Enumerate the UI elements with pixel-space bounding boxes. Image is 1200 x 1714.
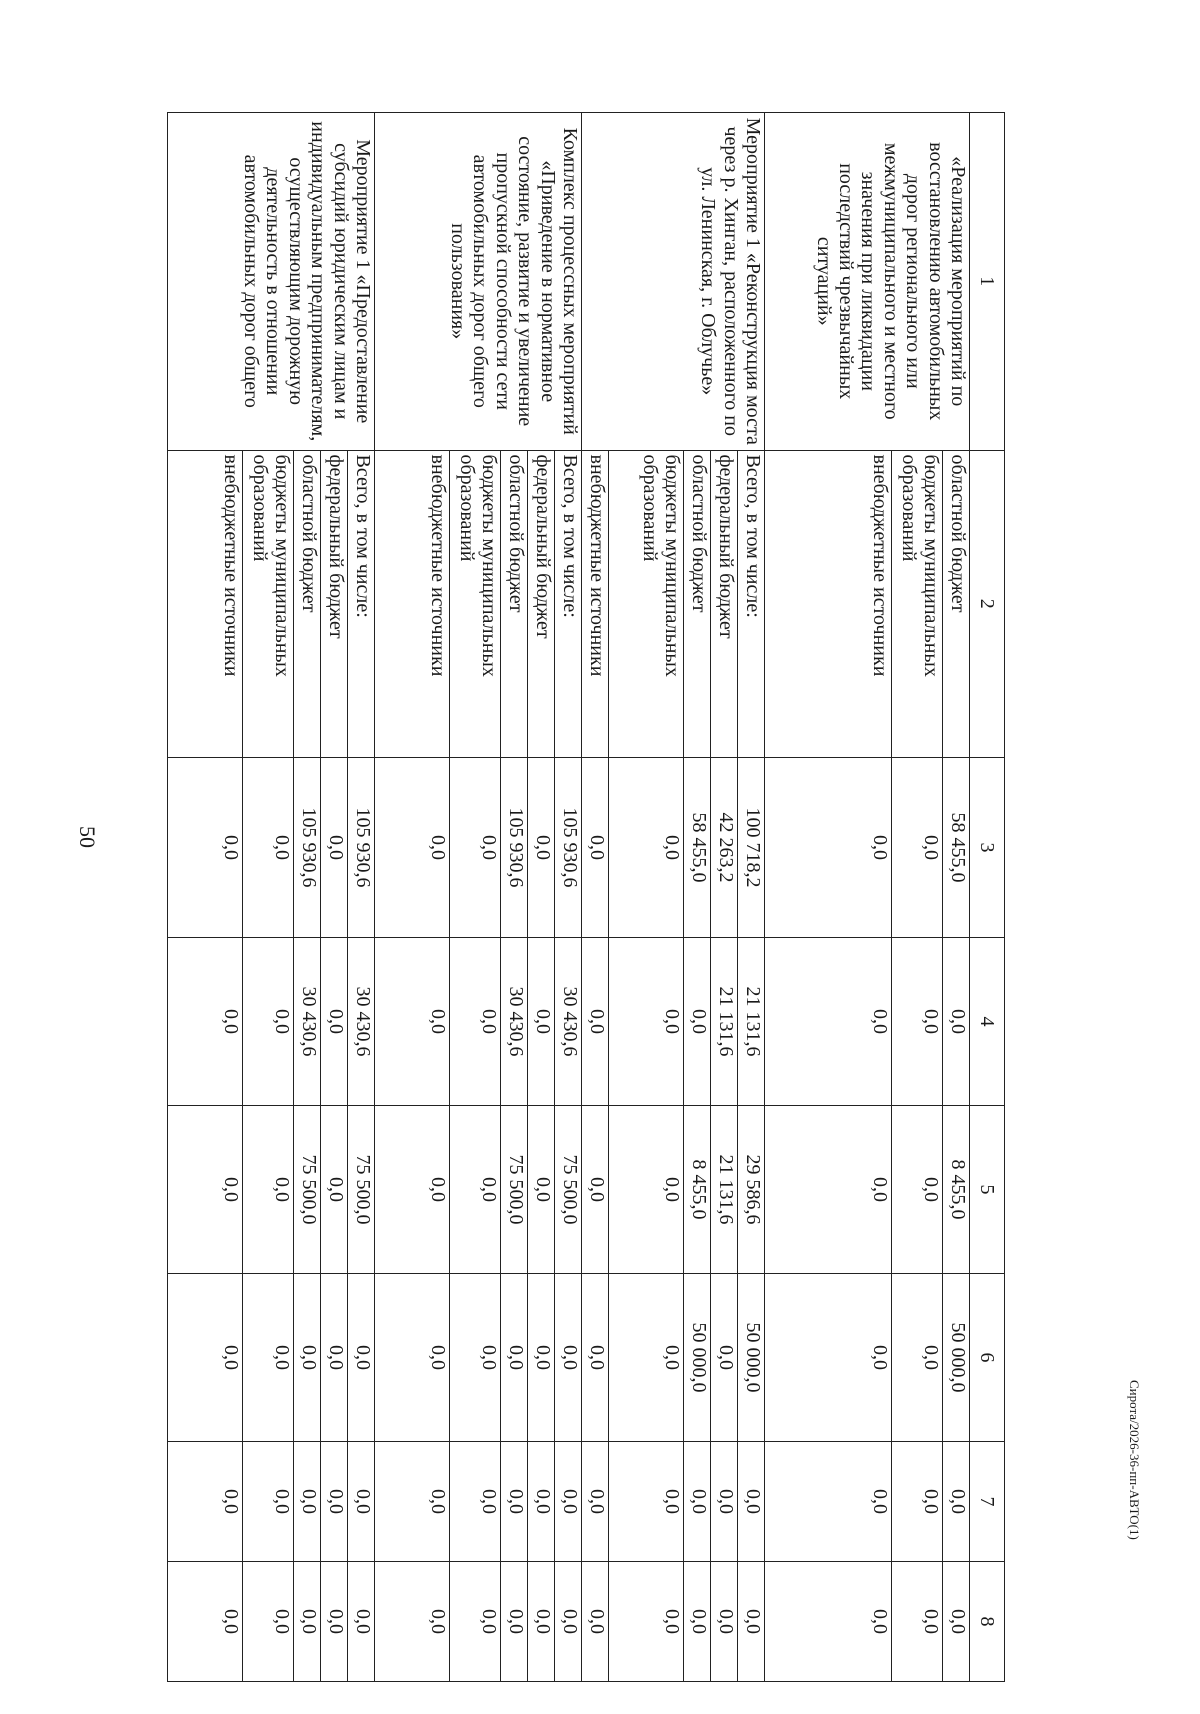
value-cell: 0,0: [168, 758, 243, 938]
value-cell: 0,0: [765, 1274, 892, 1442]
table-row: [348, 113, 375, 1682]
source-cell: внебюджетные источники: [168, 450, 243, 758]
value-cell: 30 430,6: [501, 938, 528, 1106]
value-cell: 0,0: [294, 1274, 321, 1442]
header-cell: 7: [970, 1442, 1005, 1562]
group-title: Мероприятие 1 «Предоставление субсидий юридическим лицам и индивидуальным предпринимателям, осуществляющим дорожную деятельность в отношении автомобильных дорог общего: [168, 113, 375, 451]
value-cell: 0,0: [765, 1106, 892, 1274]
value-cell: 0,0: [684, 1442, 711, 1562]
source-cell: Всего, в том числе:: [555, 450, 582, 758]
value-cell: 0,0: [765, 1562, 892, 1682]
value-cell: 0,0: [348, 1562, 375, 1682]
value-cell: 0,0: [528, 1274, 555, 1442]
value-cell: 0,0: [711, 1274, 738, 1442]
value-cell: 105 930,6: [294, 758, 321, 938]
value-cell: 0,0: [892, 758, 943, 938]
source-cell: областной бюджет: [684, 450, 711, 758]
value-cell: 0,0: [738, 1562, 765, 1682]
value-cell: 21 131,6: [711, 1106, 738, 1274]
page-number: 50: [75, 826, 100, 848]
source-cell: бюджеты муниципальных образований: [243, 450, 294, 758]
value-cell: 0,0: [609, 1106, 684, 1274]
value-cell: 75 500,0: [294, 1106, 321, 1274]
value-cell: 0,0: [450, 1106, 501, 1274]
source-cell: федеральный бюджет: [321, 450, 348, 758]
value-cell: 29 586,6: [738, 1106, 765, 1274]
value-cell: 0,0: [501, 1274, 528, 1442]
source-cell: областной бюджет: [294, 450, 321, 758]
header-cell: 6: [970, 1274, 1005, 1442]
header-cell: 8: [970, 1562, 1005, 1682]
value-cell: 0,0: [243, 1442, 294, 1562]
value-cell: 0,0: [609, 938, 684, 1106]
value-cell: 0,0: [555, 1442, 582, 1562]
source-cell: федеральный бюджет: [528, 450, 555, 758]
header-cell: 4: [970, 938, 1005, 1106]
header-cell: 3: [970, 758, 1005, 938]
value-cell: 0,0: [684, 938, 711, 1106]
source-cell: федеральный бюджет: [711, 450, 738, 758]
group-title: Комплекс процессных мероприятий «Приведение в нормативное состояние, развитие и увеличение пропускной способности сети автомобильных дорог общего пользования»: [375, 113, 582, 451]
value-cell: 0,0: [892, 1274, 943, 1442]
value-cell: 30 430,6: [348, 938, 375, 1106]
value-cell: 0,0: [609, 1562, 684, 1682]
value-cell: 105 930,6: [501, 758, 528, 938]
value-cell: 0,0: [528, 758, 555, 938]
value-cell: 0,0: [450, 758, 501, 938]
value-cell: 21 131,6: [711, 938, 738, 1106]
value-cell: 0,0: [684, 1562, 711, 1682]
table-header-row: [970, 113, 1005, 1682]
source-cell: бюджеты муниципальных образований: [450, 450, 501, 758]
header-cell: 5: [970, 1106, 1005, 1274]
value-cell: 0,0: [892, 1562, 943, 1682]
value-cell: 0,0: [892, 1106, 943, 1274]
value-cell: 0,0: [450, 1274, 501, 1442]
value-cell: 0,0: [609, 1274, 684, 1442]
source-cell: областной бюджет: [501, 450, 528, 758]
table-row: [738, 113, 765, 1682]
value-cell: 30 430,6: [294, 938, 321, 1106]
value-cell: 0,0: [501, 1442, 528, 1562]
value-cell: 0,0: [375, 1442, 450, 1562]
value-cell: 0,0: [321, 1562, 348, 1682]
budget-table: [167, 112, 1005, 1682]
value-cell: 8 455,0: [943, 1106, 970, 1274]
value-cell: 0,0: [375, 1274, 450, 1442]
group-title: Мероприятие 1 «Реконструкция моста через р. Хинган, расположенного по ул. Ленинская, г. Облучье»: [582, 113, 765, 451]
value-cell: 0,0: [528, 1106, 555, 1274]
value-cell: 0,0: [892, 938, 943, 1106]
value-cell: 0,0: [582, 938, 609, 1106]
value-cell: 0,0: [892, 1442, 943, 1562]
header-cell: 1: [970, 113, 1005, 451]
value-cell: 30 430,6: [555, 938, 582, 1106]
value-cell: 0,0: [765, 938, 892, 1106]
value-cell: 0,0: [348, 1442, 375, 1562]
source-cell: внебюджетные источники: [582, 450, 609, 758]
value-cell: 0,0: [168, 1106, 243, 1274]
source-cell: бюджеты муниципальных образований: [609, 450, 684, 758]
value-cell: 0,0: [450, 1562, 501, 1682]
value-cell: 0,0: [582, 758, 609, 938]
source-cell: областной бюджет: [943, 450, 970, 758]
value-cell: 0,0: [243, 1562, 294, 1682]
value-cell: 50 000,0: [738, 1274, 765, 1442]
value-cell: 0,0: [555, 1562, 582, 1682]
value-cell: 0,0: [528, 1442, 555, 1562]
value-cell: 105 930,6: [555, 758, 582, 938]
value-cell: 58 455,0: [943, 758, 970, 938]
value-cell: 0,0: [582, 1562, 609, 1682]
value-cell: 58 455,0: [684, 758, 711, 938]
source-cell: бюджеты муниципальных образований: [892, 450, 943, 758]
value-cell: 0,0: [348, 1274, 375, 1442]
value-cell: 0,0: [375, 1106, 450, 1274]
table-row: [943, 113, 970, 1682]
value-cell: 0,0: [243, 938, 294, 1106]
value-cell: 0,0: [582, 1274, 609, 1442]
value-cell: 0,0: [375, 1562, 450, 1682]
value-cell: 0,0: [168, 1442, 243, 1562]
value-cell: 0,0: [609, 1442, 684, 1562]
header-cell: 2: [970, 450, 1005, 758]
value-cell: 0,0: [528, 1562, 555, 1682]
value-cell: 0,0: [243, 1106, 294, 1274]
value-cell: 0,0: [450, 938, 501, 1106]
value-cell: 21 131,6: [738, 938, 765, 1106]
source-cell: внебюджетные источники: [375, 450, 450, 758]
source-cell: внебюджетные источники: [765, 450, 892, 758]
value-cell: 0,0: [738, 1442, 765, 1562]
value-cell: 0,0: [243, 758, 294, 938]
value-cell: 0,0: [321, 1442, 348, 1562]
value-cell: 42 263,2: [711, 758, 738, 938]
value-cell: 0,0: [294, 1562, 321, 1682]
value-cell: 0,0: [765, 1442, 892, 1562]
value-cell: 75 500,0: [501, 1106, 528, 1274]
value-cell: 105 930,6: [348, 758, 375, 938]
value-cell: 0,0: [168, 1274, 243, 1442]
value-cell: 0,0: [609, 758, 684, 938]
value-cell: 0,0: [765, 758, 892, 938]
value-cell: 0,0: [943, 1442, 970, 1562]
table-row: [555, 113, 582, 1682]
value-cell: 100 718,2: [738, 758, 765, 938]
value-cell: 0,0: [582, 1442, 609, 1562]
value-cell: 8 455,0: [684, 1106, 711, 1274]
value-cell: 0,0: [711, 1562, 738, 1682]
value-cell: 0,0: [501, 1562, 528, 1682]
value-cell: 0,0: [943, 1562, 970, 1682]
document-code: Сирота/2026-36-пп-АВТО(1): [1127, 1380, 1142, 1540]
value-cell: 0,0: [528, 938, 555, 1106]
value-cell: 75 500,0: [555, 1106, 582, 1274]
value-cell: 0,0: [294, 1442, 321, 1562]
value-cell: 0,0: [321, 1106, 348, 1274]
value-cell: 0,0: [321, 758, 348, 938]
value-cell: 0,0: [168, 1562, 243, 1682]
value-cell: 0,0: [243, 1274, 294, 1442]
table-body: [168, 113, 970, 1682]
value-cell: 0,0: [450, 1442, 501, 1562]
value-cell: 50 000,0: [943, 1274, 970, 1442]
value-cell: 50 000,0: [684, 1274, 711, 1442]
value-cell: 0,0: [943, 938, 970, 1106]
value-cell: 0,0: [168, 938, 243, 1106]
value-cell: 0,0: [321, 1274, 348, 1442]
source-cell: Всего, в том числе:: [738, 450, 765, 758]
value-cell: 0,0: [711, 1442, 738, 1562]
value-cell: 0,0: [555, 1274, 582, 1442]
group-title: «Реализация мероприятий по восстановлению автомобильных дорог регионального или межмуниципального и местного значения при ликвидации последствий чрезвычайных ситуаций»: [765, 113, 970, 451]
source-cell: Всего, в том числе:: [348, 450, 375, 758]
value-cell: 0,0: [375, 758, 450, 938]
value-cell: 0,0: [582, 1106, 609, 1274]
value-cell: 75 500,0: [348, 1106, 375, 1274]
value-cell: 0,0: [375, 938, 450, 1106]
value-cell: 0,0: [321, 938, 348, 1106]
